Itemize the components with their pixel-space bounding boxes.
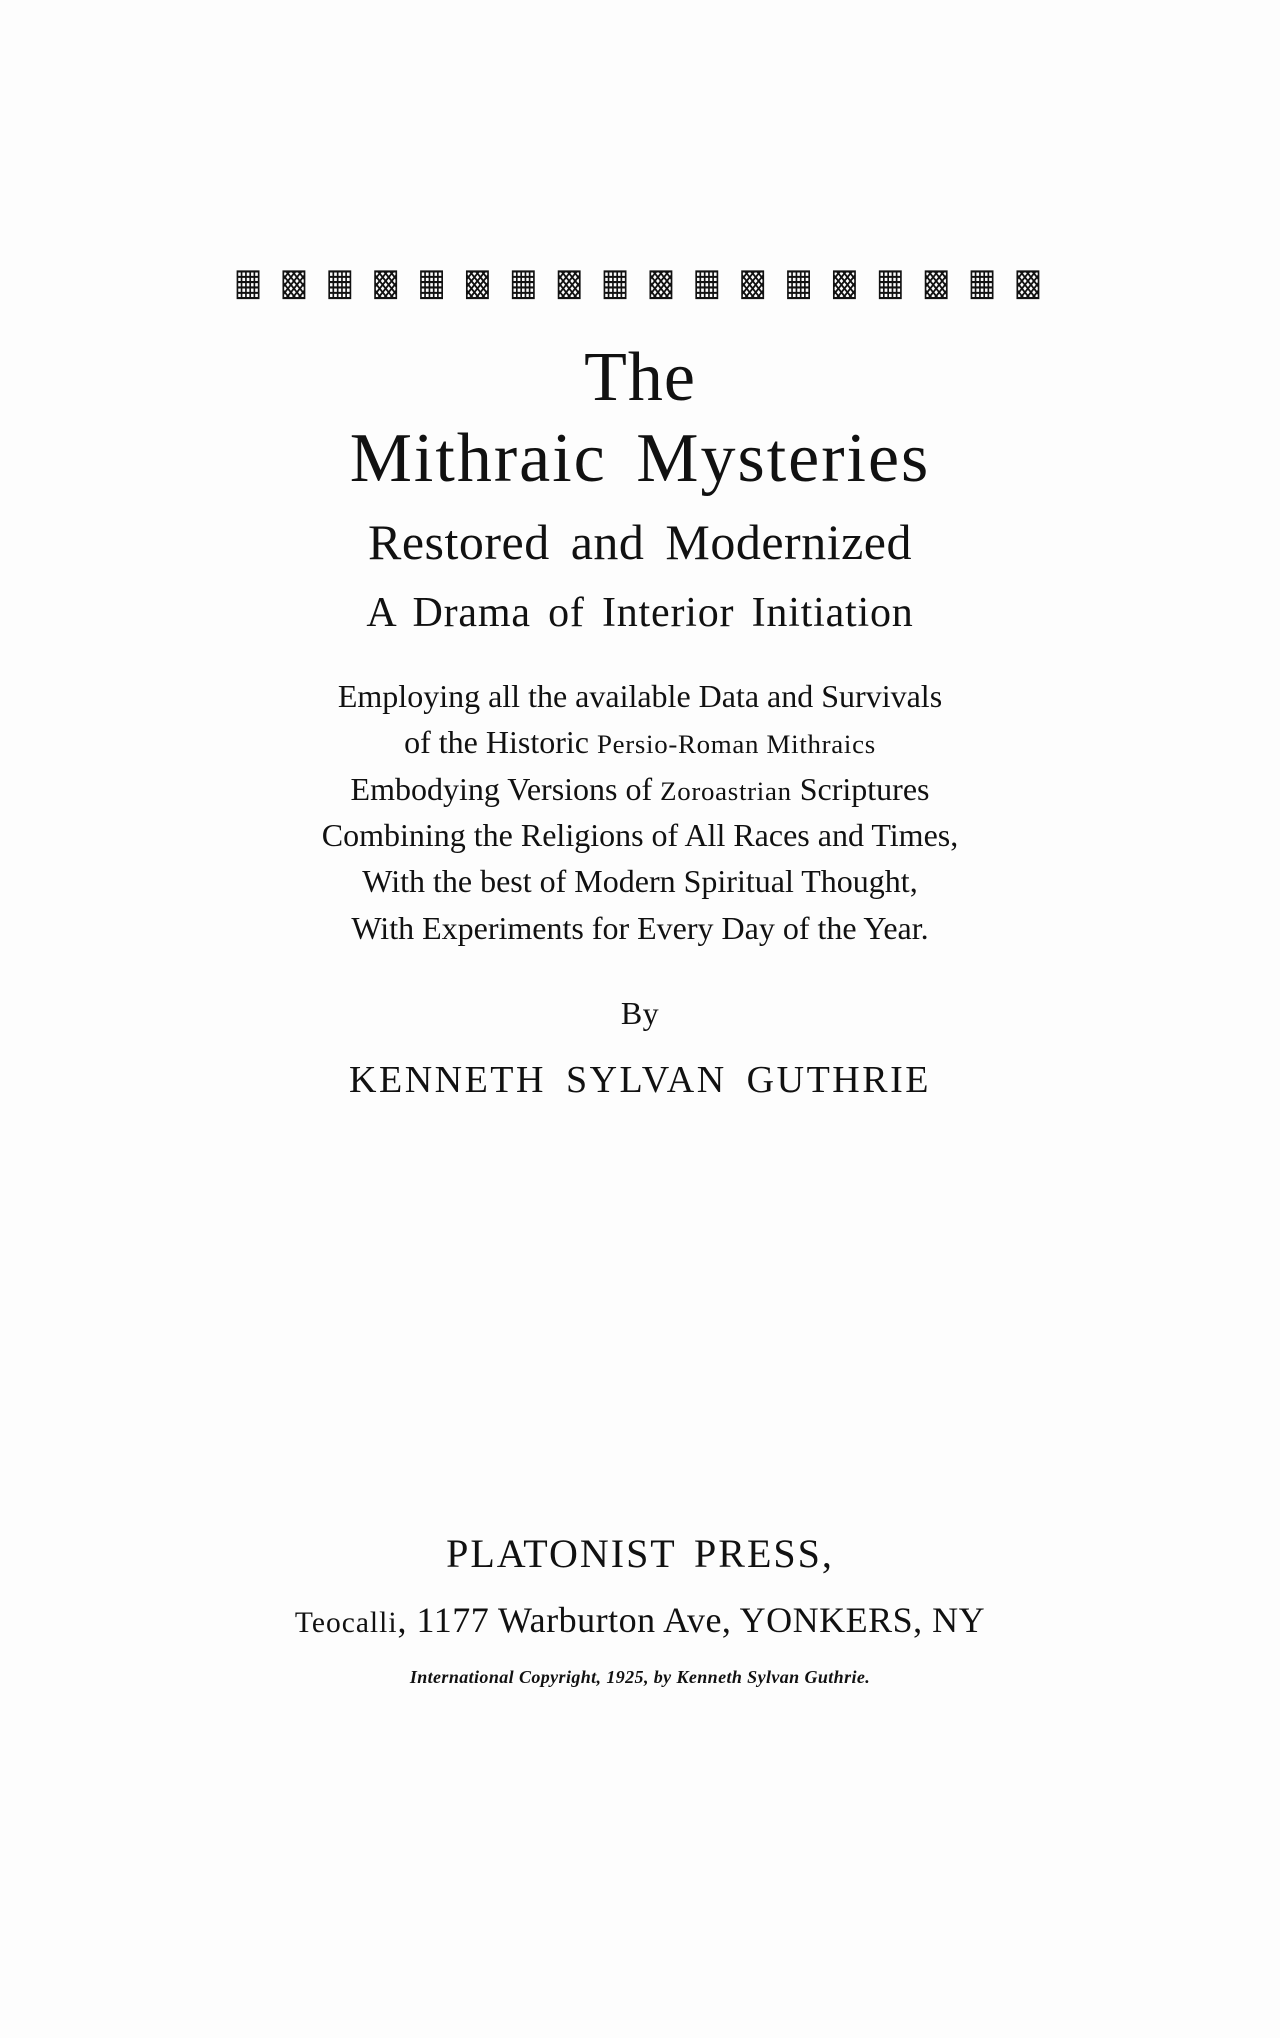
by-label: By <box>620 995 660 1032</box>
publisher-block <box>0 1530 1280 1688</box>
description-line-2-smallcaps: Persio-Roman Mithraics <box>596 729 876 760</box>
book-subtitle-1: Restored and Modernized <box>367 513 912 570</box>
publisher-name: PLATONIST PRESS, <box>446 1531 834 1576</box>
description-line-5: With the best of Modern Spiritual Thought, <box>362 863 918 900</box>
ornament-glyphs: ▦ ▩ ▦ ▩ ▦ ▩ ▦ ▩ ▦ ▩ ▦ ▩ ▦ ▩ ▦ ▩ ▦ ▩ <box>233 260 1047 305</box>
publisher-address-city: YONKERS, NY <box>739 1600 986 1640</box>
description-line-2 <box>0 719 1280 765</box>
publisher-address-teocalli: Teocalli <box>294 1607 398 1639</box>
book-title-line-1: The <box>584 339 696 416</box>
description-line-3-text-a: Embodying Versions of <box>350 770 661 807</box>
description-block <box>0 673 1280 951</box>
decorative-ornament-band <box>0 260 1280 305</box>
book-subtitle-2: A Drama of Interior Initiation <box>366 589 914 636</box>
book-title-line-2: Mithraic Mysteries <box>349 420 931 498</box>
description-line-4: Combining the Religions of All Races and Times, <box>321 816 959 853</box>
publisher-address-street: , 1177 Warburton Ave, <box>397 1600 740 1640</box>
description-line-1: Employing all the available Data and Survivals <box>337 677 943 714</box>
publisher-address <box>0 1599 1280 1641</box>
description-line-2-text: of the Historic <box>404 724 597 761</box>
description-line-6: With Experiments for Every Day of the Year. <box>351 909 929 946</box>
description-line-3-text-b: Scriptures <box>791 770 930 807</box>
copyright-notice: International Copyright, 1925, by Kenneth Sylvan Guthrie. <box>409 1667 871 1687</box>
description-line-3 <box>0 766 1280 812</box>
description-line-3-smallcaps: Zoroastrian <box>660 775 792 806</box>
author-name: KENNETH SYLVAN GUTHRIE <box>349 1059 931 1102</box>
